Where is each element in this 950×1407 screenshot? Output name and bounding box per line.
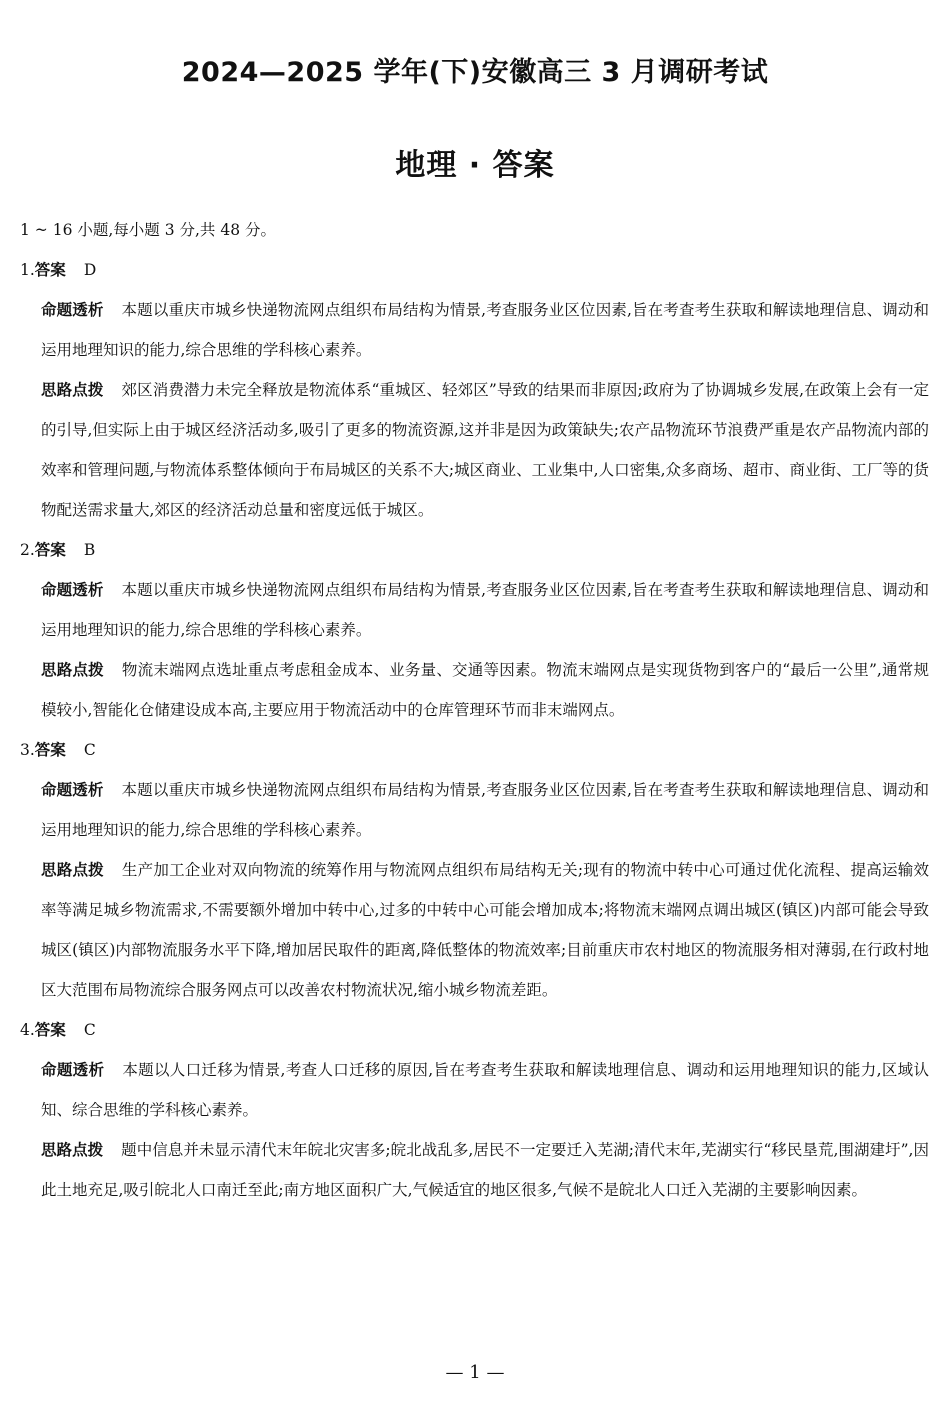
question-header (20, 730, 950, 770)
answer-label: 答案 (34, 741, 66, 759)
question-block (0, 250, 950, 530)
question-number: 3. (20, 741, 35, 759)
question-number: 1. (20, 261, 35, 279)
answer-label: 答案 (34, 261, 66, 279)
question-block (0, 530, 950, 730)
question-number: 4. (20, 1021, 35, 1039)
page-number: — 1 — (445, 1362, 505, 1383)
analysis-label: 思路点拨 (41, 661, 104, 679)
question-header (20, 530, 950, 570)
intent-text: 本题以重庆市城乡快递物流网点组织布局结构为情景,考查服务业区位因素,旨在考查考生获取和解读地理信息、调动和运用地理知识的能力,综合思维的学科核心素养。 (41, 301, 929, 359)
analysis-label: 思路点拨 (41, 381, 104, 399)
intent-paragraph (41, 570, 929, 650)
intent-paragraph (41, 770, 929, 850)
intent-text: 本题以人口迁移为情景,考查人口迁移的原因,旨在考查考生获取和解读地理信息、调动和运用地理知识的能力,区域认知、综合思维的学科核心素养。 (41, 1061, 929, 1119)
analysis-text: 物流末端网点选址重点考虑租金成本、业务量、交通等因素。物流末端网点是实现货物到客户的“最后一公里”,通常规模较小,智能化仓储建设成本高,主要应用于物流活动中的仓库管理环节而非末端网点。 (41, 661, 929, 719)
analysis-label: 思路点拨 (41, 861, 104, 879)
intent-paragraph (41, 1050, 929, 1130)
exam-title: 2024—2025 学年(下)安徽高三 3 月调研考试 (181, 57, 769, 88)
answer-value: B (83, 541, 96, 559)
analysis-paragraph (41, 370, 929, 530)
answer-label: 答案 (34, 1021, 66, 1039)
question-block (0, 730, 950, 1010)
analysis-text: 郊区消费潜力未完全释放是物流体系“重城区、轻郊区”导致的结果而非原因;政府为了协调城乡发展,在政策上会有一定的引导,但实际上由于城区经济活动多,吸引了更多的物流资源,这并非是因为政策缺失;农产品物流环节浪费严重是农产品物流内部的效率和管理问题,与物流体系整体倾向于布局城区的关系不大;城区商业、工业集中,人口密集,众多商场、超市、商业街、工厂等的货物配送需求量大,郊区的经济活动总量和密度远低于城区。 (41, 381, 930, 519)
question-header (20, 250, 950, 290)
intent-label: 命题透析 (41, 781, 104, 799)
question-block (0, 1010, 950, 1210)
section-intro: 1 ~ 16 小题,每小题 3 分,共 48 分。 (20, 221, 277, 239)
answer-value: C (83, 1021, 96, 1039)
intent-label: 命题透析 (41, 301, 104, 319)
subject-title: 地理 · 答案 (395, 148, 555, 183)
answer-content (0, 210, 950, 1210)
analysis-text: 生产加工企业对双向物流的统筹作用与物流网点组织布局结构无关;现有的物流中转中心可通过优化流程、提高运输效率等满足城乡物流需求,不需要额外增加中转中心,过多的中转中心可能会增加成本;将物流末端网点调出城区(镇区)内部可能会导致城区(镇区)内部物流服务水平下降,增加居民取件的距离,降低整体的物流效率;目前重庆市农村地区的物流服务相对薄弱,在行政村地区大范围布局物流综合服务网点可以改善农村物流状况,缩小城乡物流差距。 (41, 861, 929, 999)
intent-text: 本题以重庆市城乡快递物流网点组织布局结构为情景,考查服务业区位因素,旨在考查考生获取和解读地理信息、调动和运用地理知识的能力,综合思维的学科核心素养。 (41, 581, 929, 639)
intent-label: 命题透析 (41, 581, 104, 599)
intent-text: 本题以重庆市城乡快递物流网点组织布局结构为情景,考查服务业区位因素,旨在考查考生获取和解读地理信息、调动和运用地理知识的能力,综合思维的学科核心素养。 (41, 781, 929, 839)
analysis-paragraph (41, 1130, 929, 1210)
question-header (20, 1010, 950, 1050)
question-number: 2. (20, 541, 35, 559)
analysis-paragraph (41, 850, 929, 1010)
intent-label: 命题透析 (41, 1061, 105, 1079)
analysis-text: 题中信息并未显示清代末年皖北灾害多;皖北战乱多,居民不一定要迁入芜湖;清代末年,芜湖实行“移民垦荒,围湖建圩”,因此土地充足,吸引皖北人口南迁至此;南方地区面积广大,气候适宜的地区很多,气候不是皖北人口迁入芜湖的主要影响因素。 (41, 1141, 929, 1199)
analysis-paragraph (41, 650, 929, 730)
answer-label: 答案 (34, 541, 66, 559)
answer-value: C (83, 741, 96, 759)
answer-value: D (83, 261, 97, 279)
intent-paragraph (41, 290, 929, 370)
analysis-label: 思路点拨 (41, 1141, 104, 1159)
